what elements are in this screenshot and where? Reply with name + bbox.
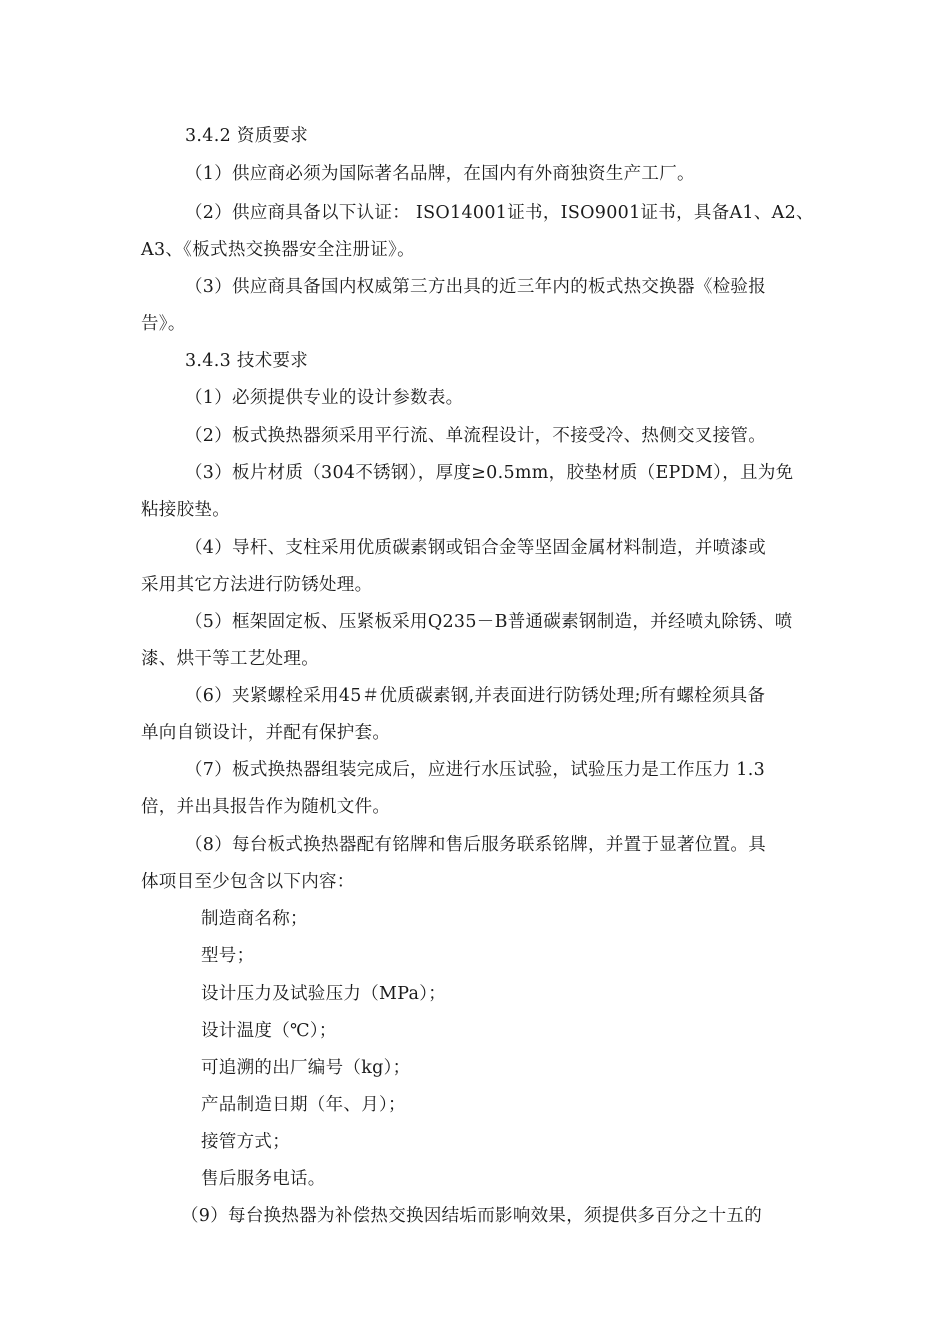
technical-item-8-line-1: （8）每台板式换热器配有铭牌和售后服务联系铭牌，并置于显著位置。具 bbox=[185, 835, 767, 855]
nameplate-item-pressure: 设计压力及试验压力（MPa）； bbox=[201, 984, 447, 1004]
nameplate-item-service-phone: 售后服务电话。 bbox=[201, 1169, 326, 1189]
technical-item-2: （2）板式换热器须采用平行流、单流程设计，不接受冷、热侧交叉接管。 bbox=[185, 426, 767, 446]
qualification-item-1: （1）供应商必须为国际著名品牌，在国内有外商独资生产工厂。 bbox=[185, 164, 695, 184]
technical-item-8-line-2: 体项目至少包含以下内容： bbox=[141, 872, 355, 892]
technical-item-3-line-1: （3）板片材质（304不锈钢），厚度≥0.5mm，胶垫材质（EPDM），且为免 bbox=[185, 463, 794, 483]
qualification-item-3-line-1: （3）供应商具备国内权威第三方出具的近三年内的板式热交换器《检验报 bbox=[185, 277, 767, 297]
technical-item-5-line-1: （5）框架固定板、压紧板采用Q235－B普通碳素钢制造，并经喷丸除锈、喷 bbox=[185, 612, 793, 632]
technical-item-3-line-2: 粘接胶垫。 bbox=[141, 500, 230, 520]
qualification-item-2-line-1: （2）供应商具备以下认证： ISO14001证书，ISO9001证书，具备A1、A2、 bbox=[185, 203, 814, 223]
technical-item-1: （1）必须提供专业的设计参数表。 bbox=[185, 388, 464, 408]
nameplate-item-manufacture-date: 产品制造日期（年、月）； bbox=[201, 1095, 406, 1115]
nameplate-item-model: 型号； bbox=[201, 946, 255, 966]
technical-item-9-line-1: （9）每台换热器为补偿热交换因结垢而影响效果，须提供多百分之十五的 bbox=[181, 1206, 763, 1226]
technical-item-6-line-1: （6）夹紧螺栓采用45＃优质碳素钢,并表面进行防锈处理;所有螺栓须具备 bbox=[185, 686, 766, 706]
technical-item-7-line-1: （7）板式换热器组装完成后，应进行水压试验，试验压力是工作压力 1.3 bbox=[185, 760, 766, 780]
technical-item-7-line-2: 倍，并出具报告作为随机文件。 bbox=[141, 797, 391, 817]
section-heading-3-4-3: 3.4.3 技术要求 bbox=[185, 351, 309, 371]
nameplate-item-serial-number: 可追溯的出厂编号（kg）； bbox=[201, 1058, 411, 1078]
qualification-item-2-line-2: A3、《板式热交换器安全注册证》。 bbox=[141, 240, 415, 260]
nameplate-item-temperature: 设计温度（℃）； bbox=[201, 1021, 337, 1041]
technical-item-6-line-2: 单向自锁设计，并配有保护套。 bbox=[141, 723, 391, 743]
qualification-item-3-line-2: 告》。 bbox=[141, 314, 186, 334]
nameplate-item-manufacturer: 制造商名称； bbox=[201, 909, 308, 929]
section-heading-3-4-2: 3.4.2 资质要求 bbox=[185, 126, 309, 146]
technical-item-5-line-2: 漆、烘干等工艺处理。 bbox=[141, 649, 319, 669]
nameplate-item-connection: 接管方式； bbox=[201, 1132, 290, 1152]
technical-item-4-line-2: 采用其它方法进行防锈处理。 bbox=[141, 575, 373, 595]
technical-item-4-line-1: （4）导杆、支柱采用优质碳素钢或铝合金等坚固金属材料制造，并喷漆或 bbox=[185, 538, 767, 558]
